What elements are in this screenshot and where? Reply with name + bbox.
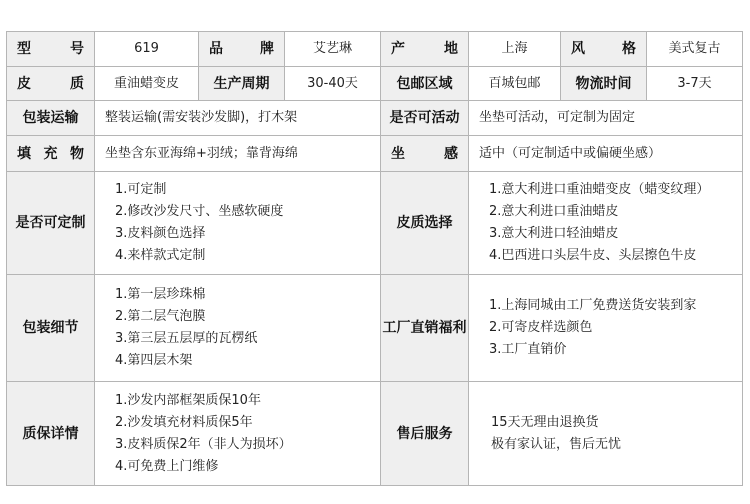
list-item: 1.可定制 xyxy=(115,182,167,197)
style-value: 美式复古 xyxy=(647,32,743,67)
list-item: 2.可寄皮样选颜色 xyxy=(489,320,593,335)
after-sales-label: 售后服务 xyxy=(381,382,469,486)
shipping-label: 包邮区域 xyxy=(381,67,469,101)
cycle-label: 生产周期 xyxy=(199,67,285,101)
filling-value: 坐垫含东亚海绵+羽绒；靠背海绵 xyxy=(95,136,381,172)
spec-row-packaging xyxy=(7,275,743,382)
warranty-cell xyxy=(95,382,381,486)
pack-detail-cell xyxy=(95,275,381,382)
factory-list xyxy=(479,295,742,361)
leather-choice-cell xyxy=(469,172,743,275)
spec-row-custom xyxy=(7,172,743,275)
packing-value: 整装运输(需安装沙发脚)，打木架 xyxy=(95,101,381,136)
logistics-label: 物流时间 xyxy=(561,67,647,101)
factory-label: 工厂直销福利 xyxy=(381,275,469,382)
custom-label: 是否可定制 xyxy=(7,172,95,275)
list-item: 4.可免费上门维修 xyxy=(115,458,219,474)
spec-row-warranty xyxy=(7,382,743,486)
list-item: 2.沙发填充材料质保5年 xyxy=(115,414,253,430)
list-item: 4.第四层木架 xyxy=(115,353,193,368)
warranty-label: 质保详情 xyxy=(7,382,95,486)
list-item: 2.意大利进口重油蜡皮 xyxy=(489,204,619,219)
style-label: 风 格 xyxy=(561,32,647,67)
movable-value: 坐垫可活动，可定制为固定 xyxy=(469,101,743,136)
brand-value: 艾艺琳 xyxy=(285,32,381,67)
warranty-list xyxy=(105,390,380,478)
custom-list-cell xyxy=(95,172,381,275)
origin-value: 上海 xyxy=(469,32,561,67)
product-spec-sheet xyxy=(6,31,743,486)
model-value: 619 xyxy=(95,32,199,67)
list-item: 3.皮料颜色选择 xyxy=(115,226,206,241)
leather-choice-list xyxy=(479,179,742,267)
model-label: 型 号 xyxy=(7,32,95,67)
list-item: 2.修改沙发尺寸、坐感软硬度 xyxy=(115,204,284,219)
leather-value: 重油蜡变皮 xyxy=(95,67,199,101)
cycle-value: 30-40天 xyxy=(285,67,381,101)
list-item: 2.第二层气泡膜 xyxy=(115,309,206,324)
brand-label: 品 牌 xyxy=(199,32,285,67)
spec-row-production xyxy=(7,67,743,101)
origin-label: 产 地 xyxy=(381,32,469,67)
list-item: 3.工厂直销价 xyxy=(489,342,567,357)
spec-row-filling xyxy=(7,136,743,172)
factory-cell xyxy=(469,275,743,382)
list-item: 1.第一层珍珠棉 xyxy=(115,287,206,302)
logistics-value: 3-7天 xyxy=(647,67,743,101)
spec-row-packing xyxy=(7,101,743,136)
list-item: 3.意大利进口轻油蜡皮 xyxy=(489,226,619,241)
after-sales-text xyxy=(479,412,742,456)
leather-label: 皮 质 xyxy=(7,67,95,101)
packing-label: 包装运输 xyxy=(7,101,95,136)
after-sales-line: 15天无理由退换货 xyxy=(491,414,599,430)
after-sales-line: 极有家认证，售后无忧 xyxy=(491,436,622,452)
spec-table xyxy=(6,31,743,486)
leather-choice-label: 皮质选择 xyxy=(381,172,469,275)
movable-label: 是否可活动 xyxy=(381,101,469,136)
spec-row-basic xyxy=(7,32,743,67)
list-item: 1.意大利进口重油蜡变皮（蜡变纹理） xyxy=(489,182,710,197)
after-sales-cell xyxy=(469,382,743,486)
shipping-value: 百城包邮 xyxy=(469,67,561,101)
feel-value: 适中（可定制适中或偏硬坐感） xyxy=(469,136,743,172)
list-item: 4.来样款式定制 xyxy=(115,248,206,263)
custom-list xyxy=(105,179,380,267)
list-item: 3.第三层五层厚的瓦楞纸 xyxy=(115,331,258,346)
pack-detail-list xyxy=(105,284,380,372)
list-item: 1.上海同城由工厂免费送货安装到家 xyxy=(489,298,697,313)
feel-label: 坐 感 xyxy=(381,136,469,172)
list-item: 3.皮料质保2年（非人为损坏） xyxy=(115,436,292,452)
list-item: 4.巴西进口头层牛皮、头层擦色牛皮 xyxy=(489,248,697,263)
filling-label: 填 充 物 xyxy=(7,136,95,172)
list-item: 1.沙发内部框架质保10年 xyxy=(115,392,261,408)
pack-detail-label: 包装细节 xyxy=(7,275,95,382)
